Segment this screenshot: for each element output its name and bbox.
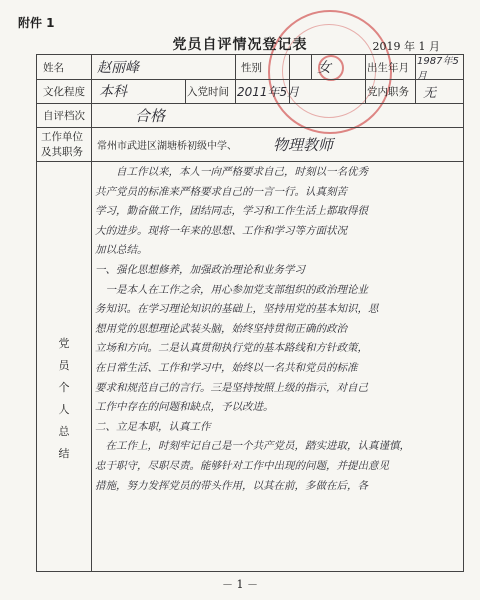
summary-line: 一、强化思想修养，加强政治理论和业务学习: [95, 263, 305, 276]
summary-label: 党 员 个 人 总 结: [58, 337, 70, 460]
party-position-label: 党内职务: [367, 85, 409, 98]
summary-line: 在日常生活、工作和学习中，始终以一名共和党员的标准: [95, 361, 358, 374]
summary-line: 一是本人在工作之余，用心参加党支部组织的政治理论业: [95, 283, 368, 296]
summary-line: 大的进步。现将一年来的思想、工作和学习等方面状况: [95, 224, 347, 237]
summary-line: 想用党的思想理论武装头脑，始终坚持贯彻正确的政治: [95, 322, 347, 335]
summary-line: 忠于职守，尽职尽责。能够针对工作中出现的问题，并提出意见: [95, 459, 389, 472]
personal-summary-text: [95, 163, 455, 567]
summary-line: 学习，勤奋做工作，团结同志，学习和工作生活上都取得很: [95, 205, 368, 218]
summary-line: 务知识。在学习理论知识的基础上，坚持用党的基本知识，思: [95, 303, 379, 316]
registration-form: [36, 54, 464, 572]
summary-line: 立场和方向。二是认真贯彻执行党的基本路线和方针政策，: [95, 342, 368, 355]
self-grade-label: 自评档次: [43, 109, 85, 122]
join-date-value: 2011年5月: [237, 84, 300, 99]
gender-label: 性别: [241, 61, 262, 74]
summary-line: 自工作以来，本人一向严格要求自己，时刻以一名优秀: [95, 166, 368, 178]
summary-line: 加以总结。: [95, 244, 148, 257]
self-grade-value: 合格: [135, 106, 166, 125]
summary-line: 共产党员的标准来严格要求自己的一言一行。认真刻苦: [95, 185, 347, 198]
attachment-label: 附件 1: [18, 16, 55, 30]
name-value: 赵丽峰: [97, 60, 139, 76]
summary-line: 措施，努力发挥党员的带头作用，以其在前，多做在后，各: [95, 479, 368, 492]
summary-line: 工作中存在的问题和缺点，予以改进。: [95, 401, 274, 414]
birth-value: 1987年5月: [417, 56, 459, 82]
form-date: 2019 年 1 月: [372, 40, 440, 53]
party-position-value: 无: [423, 85, 437, 101]
join-date-label: 入党时间: [187, 85, 229, 98]
education-label: 文化程度: [43, 85, 85, 98]
work-role-value: 物理教师: [273, 135, 334, 154]
summary-line: 在工作上，时刻牢记自己是一个共产党员，踏实进取，认真谨慎，: [95, 440, 410, 453]
work-unit-label: 工作单位 及其职务: [41, 131, 83, 158]
summary-line: 二、立足本职，认真工作: [95, 420, 211, 433]
gender-value: 女: [317, 60, 331, 76]
page-title: 党员自评情况登记表: [172, 37, 308, 53]
education-value: 本科: [99, 84, 127, 100]
page-number: － 1 －: [222, 578, 258, 591]
summary-line: 要求和规范自己的言行。三是坚持按照上级的指示，对自己: [95, 381, 368, 394]
work-unit-value: 常州市武进区湖塘桥初级中学、: [97, 140, 237, 152]
birth-label: 出生年月: [367, 61, 409, 74]
name-label: 姓名: [43, 61, 64, 74]
